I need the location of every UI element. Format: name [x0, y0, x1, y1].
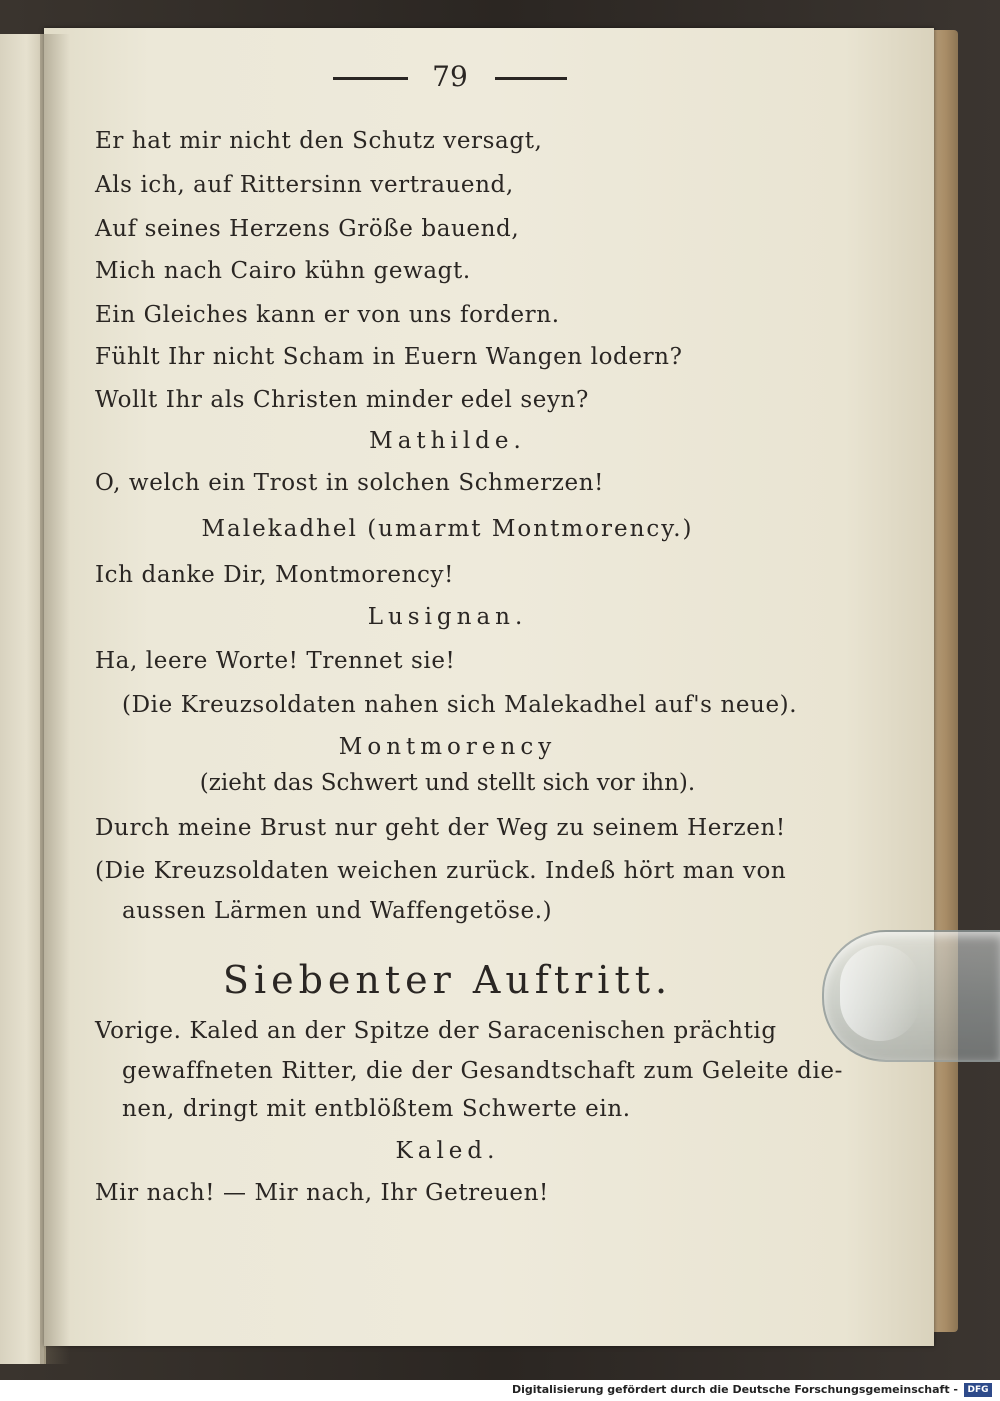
line-malekadhel: Ich danke Dir, Montmorency! [95, 562, 454, 588]
dfg-logo: DFG [964, 1383, 992, 1397]
page-number: 79 [432, 60, 468, 93]
scene-description-2: gewaffneten Ritter, die der Gesandtschaft zum Geleite die- [122, 1058, 844, 1084]
verse-line-5: Ein Gleiches kann er von uns fordern. [95, 302, 560, 328]
scene-description-1: Vorige. Kaled an der Spitze der Saracenischen prächtig [95, 1018, 777, 1044]
line-kaled: Mir nach! — Mir nach, Ihr Getreuen! [95, 1180, 549, 1206]
scene-heading: Siebenter Auftritt. [222, 958, 673, 1002]
header-rule-right [495, 77, 567, 80]
speaker-mathilde: Mathilde. [369, 428, 526, 454]
speaker-montmorency: Montmorency [338, 734, 557, 760]
verse-line-6: Fühlt Ihr nicht Scham in Euern Wangen lodern? [95, 344, 683, 370]
verse-line-7: Wollt Ihr als Christen minder edel seyn? [95, 387, 589, 413]
line-lusignan: Ha, leere Worte! Trennet sie! [95, 648, 456, 674]
speaker-lusignan: Lusignan. [367, 604, 528, 630]
digitization-footer [0, 1380, 1000, 1401]
speaker-malekadhel: Malekadhel (umarmt Montmorency.) [201, 516, 694, 542]
line-montmorency: Durch meine Brust nur geht der Weg zu seinem Herzen! [95, 815, 786, 841]
scene-description-3: nen, dringt mit entblößtem Schwerte ein. [122, 1096, 631, 1122]
gutter-shadow [40, 34, 70, 1364]
verse-line-4: Mich nach Cairo kühn gewagt. [95, 258, 471, 284]
stage-direction-kreuzsoldaten: (Die Kreuzsoldaten nahen sich Malekadhel auf's neue). [122, 692, 798, 718]
verse-line-1: Er hat mir nicht den Schutz versagt, [95, 128, 543, 154]
footer-credit-text: Digitalisierung gefördert durch die Deutsche Forschungsgemeinschaft - [511, 1383, 958, 1396]
stage-direction-weichen-2: aussen Lärmen und Waffengetöse.) [122, 898, 553, 924]
line-mathilde: O, welch ein Trost in solchen Schmerzen! [95, 470, 604, 496]
stage-direction-weichen-1: (Die Kreuzsoldaten weichen zurück. Indeß hört man von [95, 858, 787, 884]
stage-direction-montmorency: (zieht das Schwert und stellt sich vor ihn). [199, 770, 696, 796]
verse-line-2: Als ich, auf Rittersinn vertrauend, [95, 172, 514, 198]
speaker-kaled: Kaled. [395, 1138, 500, 1164]
glass-clip-highlight [840, 945, 920, 1041]
verse-line-3: Auf seines Herzens Größe bauend, [95, 216, 520, 242]
